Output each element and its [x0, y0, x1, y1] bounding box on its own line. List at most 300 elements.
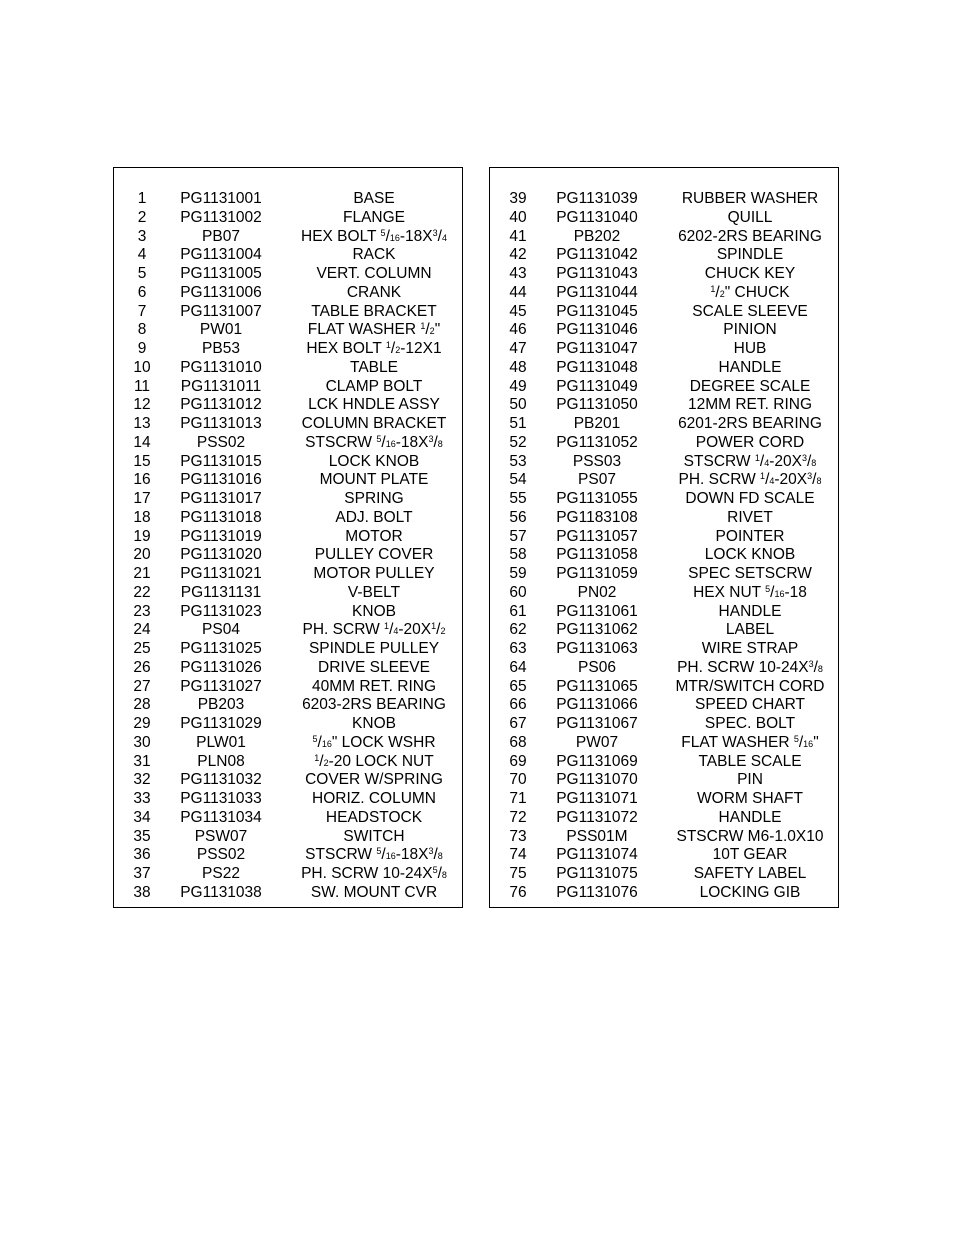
- part-description: MOTOR PULLEY: [313, 565, 435, 582]
- parts-row: [490, 490, 838, 509]
- part-description: STSCRW $^5/16-18X^3/8$: [305, 433, 443, 451]
- parts-row: [490, 696, 838, 715]
- part-number: PB202: [573, 227, 621, 245]
- parts-row: [114, 246, 462, 265]
- parts-row: [490, 734, 838, 753]
- part-number: PB201: [573, 415, 621, 432]
- ref-number: 38: [133, 883, 151, 901]
- part-description: SPRING: [344, 490, 404, 507]
- parts-row: [114, 359, 462, 378]
- part-description: RIVET: [727, 508, 773, 526]
- part-number: PG1131016: [180, 471, 262, 489]
- part-description: PH. SCRW $^1/4-20X^1/2$: [302, 621, 446, 639]
- ref-number: 42: [509, 246, 527, 264]
- part-number: PSW07: [194, 827, 248, 845]
- part-description: PH. SCRW $10-24X^5/8$: [301, 865, 447, 882]
- ref-number: 48: [509, 358, 527, 376]
- parts-row: [490, 659, 838, 678]
- parts-row: [490, 340, 838, 359]
- ref-number: 76: [509, 883, 527, 901]
- part-number: PG1131046: [556, 321, 638, 339]
- part-description: ADJ. BOLT: [335, 508, 413, 526]
- ref-number: 2: [137, 208, 147, 226]
- part-number: PB203: [197, 696, 245, 714]
- ref-number: 69: [509, 752, 527, 770]
- ref-number: 23: [133, 602, 151, 620]
- part-number: PG1131066: [556, 696, 638, 714]
- part-description: FLAT WASHER $^5$/16": [681, 733, 819, 751]
- part-description: DOWN FD SCALE: [685, 490, 815, 507]
- ref-number: 56: [509, 508, 527, 526]
- parts-row: [490, 715, 838, 734]
- part-description: $^1$/2" CHUCK: [710, 283, 790, 301]
- part-description: PH. SCRW $^1/4-20X^3/8$: [678, 471, 822, 489]
- parts-row: [114, 734, 462, 753]
- part-number: PG1131076: [556, 883, 638, 901]
- part-description: LCK HNDLE ASSY: [308, 396, 440, 414]
- ref-number: 18: [133, 508, 151, 526]
- part-description: QUILL: [727, 208, 773, 226]
- parts-row: [114, 396, 462, 415]
- ref-number: 60: [509, 583, 527, 601]
- parts-row: [490, 453, 838, 472]
- ref-number: 29: [133, 715, 151, 732]
- parts-row: [114, 284, 462, 303]
- part-description: HEX NUT $^5$/16-18: [693, 583, 807, 601]
- ref-number: 53: [509, 452, 527, 470]
- part-description: HANDLE: [718, 358, 782, 376]
- part-number: PG1131048: [556, 358, 638, 376]
- parts-row: [490, 809, 838, 828]
- part-number: PLW01: [196, 733, 246, 751]
- ref-number: 59: [509, 565, 527, 582]
- ref-number: 35: [133, 827, 151, 845]
- part-number: PG1131004: [180, 246, 262, 264]
- part-number: PS04: [202, 621, 240, 639]
- part-number: PG1131058: [556, 546, 638, 564]
- ref-number: 5: [137, 265, 147, 282]
- part-number: PG1131034: [180, 808, 262, 826]
- part-description: POWER CORD: [695, 433, 805, 451]
- part-description: TABLE SCALE: [698, 752, 802, 770]
- part-number: PW07: [575, 733, 619, 751]
- part-number: PG1131049: [556, 377, 638, 395]
- part-number: PG1131007: [180, 302, 262, 320]
- ref-number: 24: [133, 621, 151, 639]
- part-description: BASE: [353, 190, 395, 207]
- ref-number: 67: [509, 715, 527, 732]
- ref-number: 15: [133, 452, 151, 470]
- ref-number: 68: [509, 733, 527, 751]
- part-number: PG1131044: [556, 283, 638, 301]
- ref-number: 9: [137, 340, 147, 357]
- parts-row: [114, 209, 462, 228]
- ref-number: 64: [509, 658, 527, 676]
- part-number: PG1131069: [556, 752, 638, 770]
- parts-row: [114, 228, 462, 247]
- parts-row: [114, 265, 462, 284]
- part-number: PG1131005: [180, 265, 262, 282]
- ref-number: 27: [133, 677, 151, 695]
- parts-row: [490, 359, 838, 378]
- ref-number: 7: [137, 302, 147, 320]
- part-description: HEX BOLT $^5/16-18X^3/4$: [301, 227, 447, 245]
- part-description: SPEED CHART: [695, 696, 805, 714]
- part-number: PG1131019: [180, 527, 262, 545]
- part-description: HUB: [733, 340, 767, 357]
- part-number: PG1131010: [180, 358, 262, 376]
- part-number: PG1131039: [556, 190, 638, 207]
- parts-row: [490, 884, 838, 903]
- part-number: PSS02: [196, 433, 246, 451]
- parts-row: [114, 828, 462, 847]
- part-description: HORIZ. COLUMN: [312, 790, 436, 807]
- part-number: PG1131033: [180, 790, 262, 807]
- part-number: PG1131070: [556, 771, 638, 789]
- part-number: PG1131025: [180, 640, 262, 657]
- ref-number: 16: [133, 471, 151, 489]
- parts-row: [490, 378, 838, 397]
- ref-number: 8: [137, 321, 147, 339]
- part-number: PG1131043: [556, 265, 638, 282]
- part-description: 12MM RET. RING: [687, 396, 812, 414]
- parts-row: [490, 546, 838, 565]
- part-description: CRANK: [346, 283, 402, 301]
- part-description: PIN: [737, 771, 763, 789]
- part-description: TABLE BRACKET: [311, 302, 437, 320]
- parts-row: [490, 246, 838, 265]
- part-description: WIRE STRAP: [701, 640, 799, 657]
- part-description: SPEC SETSCRW: [688, 565, 812, 582]
- parts-row: [490, 865, 838, 884]
- part-number: PG1131075: [556, 865, 638, 882]
- part-number: PW01: [199, 321, 243, 339]
- ref-number: 19: [133, 527, 151, 545]
- part-number: PG1131063: [556, 640, 638, 657]
- parts-row: [114, 490, 462, 509]
- ref-number: 63: [509, 640, 527, 657]
- parts-row: [114, 434, 462, 453]
- parts-row: [114, 621, 462, 640]
- parts-row: [114, 771, 462, 790]
- part-description: LABEL: [725, 621, 775, 639]
- part-description: V-BELT: [347, 583, 401, 601]
- part-number: PG1131012: [180, 396, 262, 414]
- ref-number: 34: [133, 808, 151, 826]
- part-number: PG1131032: [180, 771, 262, 789]
- parts-row: [114, 640, 462, 659]
- ref-number: 71: [509, 790, 527, 807]
- ref-number: 25: [133, 640, 151, 657]
- part-description: 10T GEAR: [712, 846, 788, 864]
- part-number: PG1131072: [556, 808, 638, 826]
- ref-number: 61: [509, 602, 527, 620]
- ref-number: 10: [133, 358, 151, 376]
- part-number: PG1131023: [180, 602, 262, 620]
- part-number: PG1131018: [180, 508, 262, 526]
- ref-number: 12: [133, 396, 151, 414]
- part-number: PB53: [202, 340, 240, 357]
- parts-row: [490, 209, 838, 228]
- ref-number: 54: [509, 471, 527, 489]
- ref-number: 26: [133, 658, 151, 676]
- part-description: LOCKING GIB: [699, 883, 801, 901]
- parts-row: [114, 340, 462, 359]
- parts-row: [490, 303, 838, 322]
- part-description: COVER W/SPRING: [305, 771, 443, 789]
- part-description: HEADSTOCK: [325, 808, 423, 826]
- parts-row: [490, 753, 838, 772]
- part-description: VERT. COLUMN: [316, 265, 432, 282]
- parts-row: [114, 865, 462, 884]
- ref-number: 21: [133, 565, 151, 582]
- parts-row: [490, 434, 838, 453]
- ref-number: 37: [133, 865, 151, 882]
- parts-row: [114, 528, 462, 547]
- part-description: PH. SCRW $10-24X^3/8$: [677, 658, 823, 676]
- part-description: WORM SHAFT: [697, 790, 803, 807]
- ref-number: 36: [133, 846, 151, 864]
- parts-row: [114, 453, 462, 472]
- parts-row: [114, 509, 462, 528]
- ref-number: 20: [133, 546, 151, 564]
- ref-number: 6: [137, 283, 147, 301]
- ref-number: 39: [509, 190, 527, 207]
- ref-number: 14: [133, 433, 151, 451]
- ref-number: 52: [509, 433, 527, 451]
- parts-row: [490, 603, 838, 622]
- parts-row: [490, 265, 838, 284]
- ref-number: 45: [509, 302, 527, 320]
- ref-number: 4: [137, 246, 147, 264]
- parts-row: [490, 771, 838, 790]
- ref-number: 28: [133, 696, 151, 714]
- part-description: SPINDLE PULLEY: [308, 640, 440, 657]
- part-number: PG1131055: [556, 490, 638, 507]
- ref-number: 32: [133, 771, 151, 789]
- part-description: MTR/SWITCH CORD: [675, 677, 825, 695]
- part-number: PG1131026: [180, 658, 262, 676]
- parts-row: [114, 678, 462, 697]
- part-number: PG1131045: [556, 302, 638, 320]
- ref-number: 1: [137, 190, 147, 207]
- parts-row: [114, 715, 462, 734]
- parts-row: [114, 415, 462, 434]
- parts-row: [114, 846, 462, 865]
- parts-row: [114, 696, 462, 715]
- part-number: PG1131065: [556, 677, 638, 695]
- part-description: CHUCK KEY: [704, 265, 796, 282]
- part-number: PG1131050: [556, 396, 638, 414]
- parts-rows-right: [490, 190, 838, 903]
- ref-number: 13: [133, 415, 151, 432]
- ref-number: 11: [133, 377, 151, 395]
- part-number: PG1131013: [180, 415, 262, 432]
- parts-row: [114, 565, 462, 584]
- part-description: RUBBER WASHER: [681, 190, 819, 207]
- ref-number: 46: [509, 321, 527, 339]
- parts-row: [114, 378, 462, 397]
- part-number: PG1131052: [556, 433, 638, 451]
- parts-row: [114, 321, 462, 340]
- part-description: SAFETY LABEL: [693, 865, 807, 882]
- part-description: SWITCH: [343, 827, 405, 845]
- part-number: PG1183108: [556, 508, 638, 526]
- part-description: SW. MOUNT CVR: [310, 883, 438, 901]
- parts-row: [490, 828, 838, 847]
- part-description: $^1$/2-20 LOCK NUT: [314, 752, 434, 770]
- parts-row: [490, 415, 838, 434]
- part-description: HEX BOLT $^1$/2-12X1: [306, 340, 442, 357]
- ref-number: 3: [137, 227, 147, 245]
- ref-number: 50: [509, 396, 527, 414]
- ref-number: 30: [133, 733, 151, 751]
- part-number: PG1131071: [556, 790, 638, 807]
- ref-number: 58: [509, 546, 527, 564]
- part-description: KNOB: [352, 602, 396, 620]
- part-description: RACK: [352, 246, 396, 264]
- part-description: MOUNT PLATE: [319, 471, 429, 489]
- parts-row: [490, 846, 838, 865]
- ref-number: 33: [133, 790, 151, 807]
- parts-row: [490, 565, 838, 584]
- part-description: 6201-2RS BEARING: [678, 415, 822, 432]
- parts-row: [114, 753, 462, 772]
- part-description: STSCRW $^1/4-20X^3/8$: [683, 452, 817, 470]
- part-number: PSS02: [196, 846, 246, 864]
- part-number: PG1131059: [556, 565, 638, 582]
- part-number: PG1131131: [180, 583, 262, 601]
- parts-row: [114, 809, 462, 828]
- part-number: PG1131067: [556, 715, 638, 732]
- ref-number: 31: [133, 752, 151, 770]
- parts-row: [490, 509, 838, 528]
- part-description: COLUMN BRACKET: [301, 415, 447, 432]
- part-number: PG1131027: [180, 677, 262, 695]
- ref-number: 41: [509, 227, 527, 245]
- parts-list-left: [113, 167, 463, 908]
- parts-row: [490, 284, 838, 303]
- part-number: PG1131001: [180, 190, 262, 207]
- ref-number: 47: [509, 340, 527, 357]
- parts-row: [114, 603, 462, 622]
- part-number: PG1131047: [556, 340, 638, 357]
- part-description: POINTER: [715, 527, 785, 545]
- parts-row: [490, 190, 838, 209]
- part-number: PG1131038: [180, 883, 262, 901]
- part-number: PS07: [578, 471, 616, 489]
- part-number: PG1131040: [556, 208, 638, 226]
- part-number: PG1131061: [556, 602, 638, 620]
- ref-number: 22: [133, 583, 151, 601]
- ref-number: 43: [509, 265, 527, 282]
- part-number: PSS03: [572, 452, 622, 470]
- part-number: PLN08: [197, 752, 245, 770]
- part-description: STSCRW $^5/16-18X^3/8$: [305, 846, 443, 864]
- ref-number: 74: [509, 846, 527, 864]
- part-number: PB07: [202, 227, 240, 245]
- ref-number: 62: [509, 621, 527, 639]
- ref-number: 73: [509, 827, 527, 845]
- ref-number: 57: [509, 527, 527, 545]
- ref-number: 40: [509, 208, 527, 226]
- parts-row: [114, 546, 462, 565]
- parts-row: [114, 471, 462, 490]
- part-number: PG1131020: [180, 546, 262, 564]
- part-description: HANDLE: [718, 602, 782, 620]
- part-description: DEGREE SCALE: [689, 377, 811, 395]
- part-number: PG1131029: [180, 715, 262, 732]
- part-description: $^5$/16" LOCK WSHR: [312, 733, 436, 751]
- parts-row: [490, 640, 838, 659]
- parts-row: [114, 303, 462, 322]
- part-description: FLAT WASHER $^1$/2": [307, 321, 441, 339]
- parts-rows-left: [114, 190, 462, 903]
- part-number: PG1131002: [180, 208, 262, 226]
- part-description: FLANGE: [342, 208, 405, 226]
- parts-list-right: [489, 167, 839, 908]
- ref-number: 66: [509, 696, 527, 714]
- part-number: PG1131042: [556, 246, 638, 264]
- part-description: 6203-2RS BEARING: [302, 696, 446, 714]
- part-description: PULLEY COVER: [314, 546, 434, 564]
- part-description: PINION: [723, 321, 777, 339]
- ref-number: 70: [509, 771, 527, 789]
- part-description: SCALE SLEEVE: [692, 302, 808, 320]
- part-description: KNOB: [352, 715, 396, 732]
- part-number: PG1131017: [180, 490, 262, 507]
- part-number: PSS01M: [566, 827, 628, 845]
- parts-row: [114, 190, 462, 209]
- part-description: DRIVE SLEEVE: [318, 658, 430, 676]
- ref-number: 49: [509, 377, 527, 395]
- part-description: TABLE: [350, 358, 398, 376]
- part-description: SPINDLE: [716, 246, 784, 264]
- part-number: PS22: [202, 865, 240, 882]
- part-number: PN02: [577, 583, 617, 601]
- part-description: SPEC. BOLT: [704, 715, 796, 732]
- parts-row: [490, 584, 838, 603]
- part-number: PG1131015: [180, 452, 262, 470]
- part-number: PG1131011: [180, 377, 262, 395]
- ref-number: 75: [509, 865, 527, 882]
- parts-row: [490, 396, 838, 415]
- part-description: 6202-2RS BEARING: [678, 227, 822, 245]
- ref-number: 51: [509, 415, 527, 432]
- part-number: PG1131062: [556, 621, 638, 639]
- parts-row: [114, 790, 462, 809]
- ref-number: 72: [509, 808, 527, 826]
- ref-number: 17: [133, 490, 151, 507]
- part-description: CLAMP BOLT: [325, 377, 423, 395]
- part-description: LOCK KNOB: [704, 546, 796, 564]
- ref-number: 55: [509, 490, 527, 507]
- part-description: LOCK KNOB: [328, 452, 420, 470]
- part-description: 40MM RET. RING: [311, 677, 436, 695]
- part-number: PG1131074: [556, 846, 638, 864]
- parts-row: [490, 790, 838, 809]
- parts-row: [490, 621, 838, 640]
- parts-row: [114, 659, 462, 678]
- part-description: HANDLE: [718, 808, 782, 826]
- part-number: PG1131021: [180, 565, 262, 582]
- part-number: PS06: [578, 658, 616, 676]
- part-number: PG1131057: [556, 527, 638, 545]
- part-description: STSCRW M6-1.0X10: [676, 827, 824, 845]
- part-number: PG1131006: [180, 283, 262, 301]
- part-description: MOTOR: [345, 527, 403, 545]
- parts-row: [490, 321, 838, 340]
